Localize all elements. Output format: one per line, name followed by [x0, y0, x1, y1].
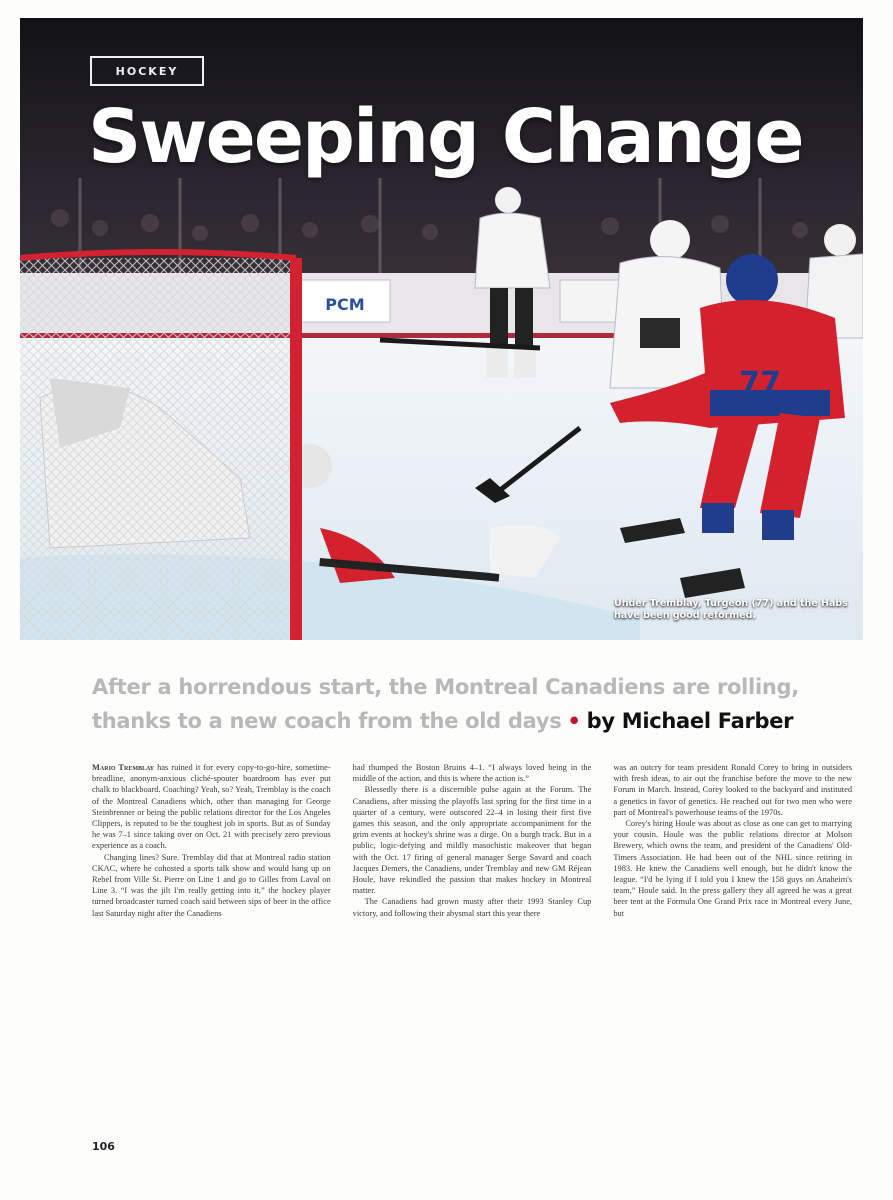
red-bullet: • [567, 709, 581, 733]
jersey-number: 77 [739, 366, 781, 401]
byline: by Michael Farber [586, 709, 794, 733]
deck [92, 670, 852, 738]
body-paragraph: Blessedly there is a discernible pulse again at the Forum. The Canadiens, after missing the playoffs last spring for the first time in a quarter of a century, were outscored 22–4 in losing their first five games this season, and the only appropriate accompaniment for the grim events at hockey's shrine was a dirge. On a burgh track. But in a public, logic-defying and mildly masochistic makeover that began with the Oct. 17 firing of general manager Serge Savard and coach Jacques Demers, the Canadiens, under Tremblay and new GM Réjean Houle, have rekindled the passion that makes hockey in Montreal matter. [352, 785, 592, 896]
page-number: 106 [92, 1140, 115, 1153]
body-text: has ruined it for every copy-to-go-hire, sometime-breadline, anonym-anxious cliché-spouter boardroom has ever put chalk to blackboard. Coaching? Yeah, so? Yeah, Tremblay is the coach of the Montreal Canadiens which, other than managing for George Steinbrenner or being the public relations director for the Los Angeles Clippers, is reputed to be the toughest job in sports. But as of Sunday he was 7–1 since taking over on Oct. 21 with precisely zero previous experience as a coach. [92, 763, 331, 851]
rink-board-text: PCM [325, 295, 365, 314]
lead-name: Mario Tremblay [92, 763, 155, 772]
deck-text: After a horrendous start, the Montreal Canadiens are rolling, thanks to a new coach from the old days [92, 675, 799, 733]
photo-caption: Under Tremblay, Turgeon (77) and the Habs have been good reformed. [614, 598, 848, 621]
body-paragraph: Corey's hiring Houle was about as close as one can get to marrying your cousin. Houle was the public relations director at Molson Brewery, which owns the team, and president of the Canadiens' Old-Timers Association. He had been out of the NHL since retiring in 1983. He knew the Canadiens well enough, but he didn't know the league. “I'd be lying if I told you I knew the 158 guys on Anaheim's team,” Houle said. In the press gallery they all agreed he was a great beer tent at the Formula One Grand Prix race in Montreal every June, but [613, 819, 852, 918]
body-column-2 [353, 762, 592, 1102]
section-kicker: HOCKEY [90, 56, 204, 86]
body-paragraph [92, 762, 331, 852]
body-paragraph: was an outcry for team president Ronald Corey to bring in outsiders with fresh ideas, to air out the franchise before the move to the new Forum in March. Instead, Corey looked to the backyard and instituted a genetics in favor of genetics. He reached out for two men who were part of Montreal's powerhouse teams of the 1970s. [613, 763, 852, 817]
headline: Sweeping Change [88, 94, 803, 180]
body-paragraph: Changing lines? Sure. Tremblay did that at Montreal radio station CKAC, where he cohosted a sports talk show and would hang up on Rebel from Ville St. Pierre on Line 1 and go to Gilles from Laval on Line 3. “I was the jilt I'm really getting into it,” the hockey player turned broadcaster turned coach said between sips of beer in the office last Saturday night after the Canadiens [92, 852, 331, 918]
body-paragraph: The Canadiens had grown musty after their 1993 Stanley Cup victory, and following their abysmal start this year there [352, 897, 592, 918]
article-body [92, 762, 852, 1102]
hockey-net [20, 252, 302, 640]
body-column-3 [613, 762, 852, 1102]
body-paragraph: had thumped the Boston Bruins 4–1. “I always loved being in the middle of the action, and this is where the action is.” [352, 763, 592, 784]
hero-photo [20, 18, 863, 640]
body-column-1 [92, 762, 331, 1102]
